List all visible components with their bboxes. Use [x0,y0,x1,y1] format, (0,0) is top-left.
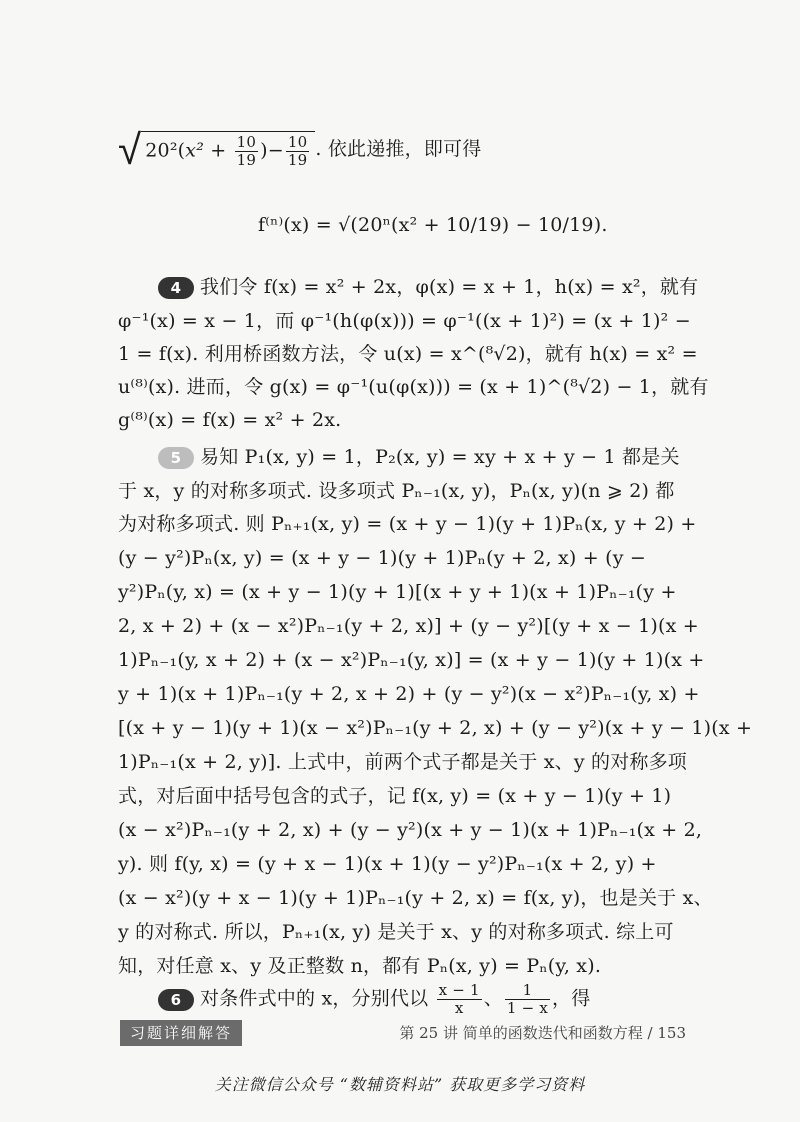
chapter-title: 第 25 讲 简单的函数迭代和函数方程 / 153 [399,1024,686,1042]
para6-line1: 6 对条件式中的 x，分别代以 $\frac{x - 1}{x}$ 、 $\frac{1}{1 - x}$ ，得 [158,982,590,1017]
para5-line12: (x − x²)Pₙ₋₁(y + 2, x) + (y − y²)(x + y − 1)(x + 1)Pₙ₋₁(x + 2, [118,819,703,841]
para5-line4: (y − y²)Pₙ(x, y) = (x + y − 1)(y + 1)Pₙ(y + 2, x) + (y − [118,547,647,569]
item-badge-6: 6 [158,989,194,1011]
para5-line15: y 的对称式. 所以，Pₙ₊₁(x, y) 是关于 x、y 的对称多项式. 综上可 [118,921,674,943]
para5-line7: 1)Pₙ₋₁(y, x + 2) + (x − x²)Pₙ₋₁(y, x)] = (x + y − 1)(y + 1)(x + [118,649,705,671]
para4-line4: u⁽⁸⁾(x). 进而，令 g(x) = φ⁻¹(u(φ(x))) = (x + 1)^(⁸√2) − 1，就有 [118,376,709,398]
para5-line13: y). 则 f(y, x) = (y + x − 1)(x + 1)(y − y²)Pₙ₋₁(x + 2, y) + [118,853,657,875]
item-badge-5: 5 [158,447,194,469]
formula-fn: f⁽ⁿ⁾(x) = √(20ⁿ(x² + 10/19) − 10/19). [258,214,608,236]
para5-line2: 于 x，y 的对称多项式. 设多项式 Pₙ₋₁(x, y)，Pₙ(x, y)(n ⩾ 2) 都 [118,480,675,502]
para5-line6: 2, x + 2) + (x − x²)Pₙ₋₁(y + 2, x)] + (y − y²)[(y + x − 1)(x + [118,615,699,637]
item-badge-4: 4 [158,277,194,299]
fraction-1: $\frac{10}{19}$ [236,133,257,169]
watermark-text: 关注微信公众号 “数辅资料站” 获取更多学习资料 [214,1075,586,1094]
text: 依此递推，即可得 [327,138,482,160]
para5-line8: y + 1)(x + 1)Pₙ₋₁(y + 2, x + 2) + (y − y²)(x − x²)Pₙ₋₁(y, x) + [118,683,700,705]
rad-x: x² + [185,139,227,162]
para4-line5: g⁽⁸⁾(x) = f(x) = x² + 2x. [118,409,342,431]
radical: √ 20²(x² + $\frac{10}{19}$ )− $\frac{10}{19}$ [118,130,315,170]
fraction-q6-2: $\frac{1}{1 - x}$ [506,981,549,1017]
para5-line14: (x − x²)(y + x − 1)(y + 1)Pₙ₋₁(y + 2, x) = f(x, y)，也是关于 x、 [118,887,713,909]
para5-line16: 知，对任意 x、y 及正整数 n，都有 Pₙ(x, y) = Pₙ(y, x). [118,955,602,977]
line-1: √ 20²(x² + $\frac{10}{19}$ )− $\frac{10}{19}$ . 依此递推，即可得 [118,125,482,174]
para4-line3: 1 = f(x). 利用桥函数方法，令 u(x) = x^(⁸√2)，就有 h(x) = x² = [118,343,698,365]
para5-line1: 5 易知 P₁(x, y) = 1，P₂(x, y) = xy + x + y − 1 都是关 [158,444,680,470]
para5-line3: 为对称多项式. 则 Pₙ₊₁(x, y) = (x + y − 1)(y + 1)Pₙ(x, y + 2) + [118,513,697,535]
fraction-q6-1: $\frac{x - 1}{x}$ [438,981,480,1017]
para4-line1: 4 我们令 f(x) = x² + 2x，φ(x) = x + 1，h(x) = x²，就有 [158,274,698,300]
page-footer [120,1020,686,1048]
para5-line10: 1)Pₙ₋₁(x + 2, y)]. 上式中，前两个式子都是关于 x、y 的对称多项 [118,751,688,773]
rad-prefix: 20² [145,139,178,162]
para5-line11: 式，对后面中括号包含的式子，记 f(x, y) = (x + y − 1)(y + 1) [118,785,672,807]
para5-line5: y²)Pₙ(y, x) = (x + y − 1)(y + 1)[(x + y + 1)(x + 1)Pₙ₋₁(y + [118,581,677,603]
para4-line2: φ⁻¹(x) = x − 1，而 φ⁻¹(h(φ(x))) = φ⁻¹((x + 1)²) = (x + 1)² − [118,310,691,332]
fraction-2: $\frac{10}{19}$ [287,133,308,169]
section-tag: 习题详细解答 [120,1020,242,1046]
para5-line9: [(x + y − 1)(y + 1)(x − x²)Pₙ₋₁(y + 2, x) + (y − y²)(x + y − 1)(x + [118,717,753,739]
